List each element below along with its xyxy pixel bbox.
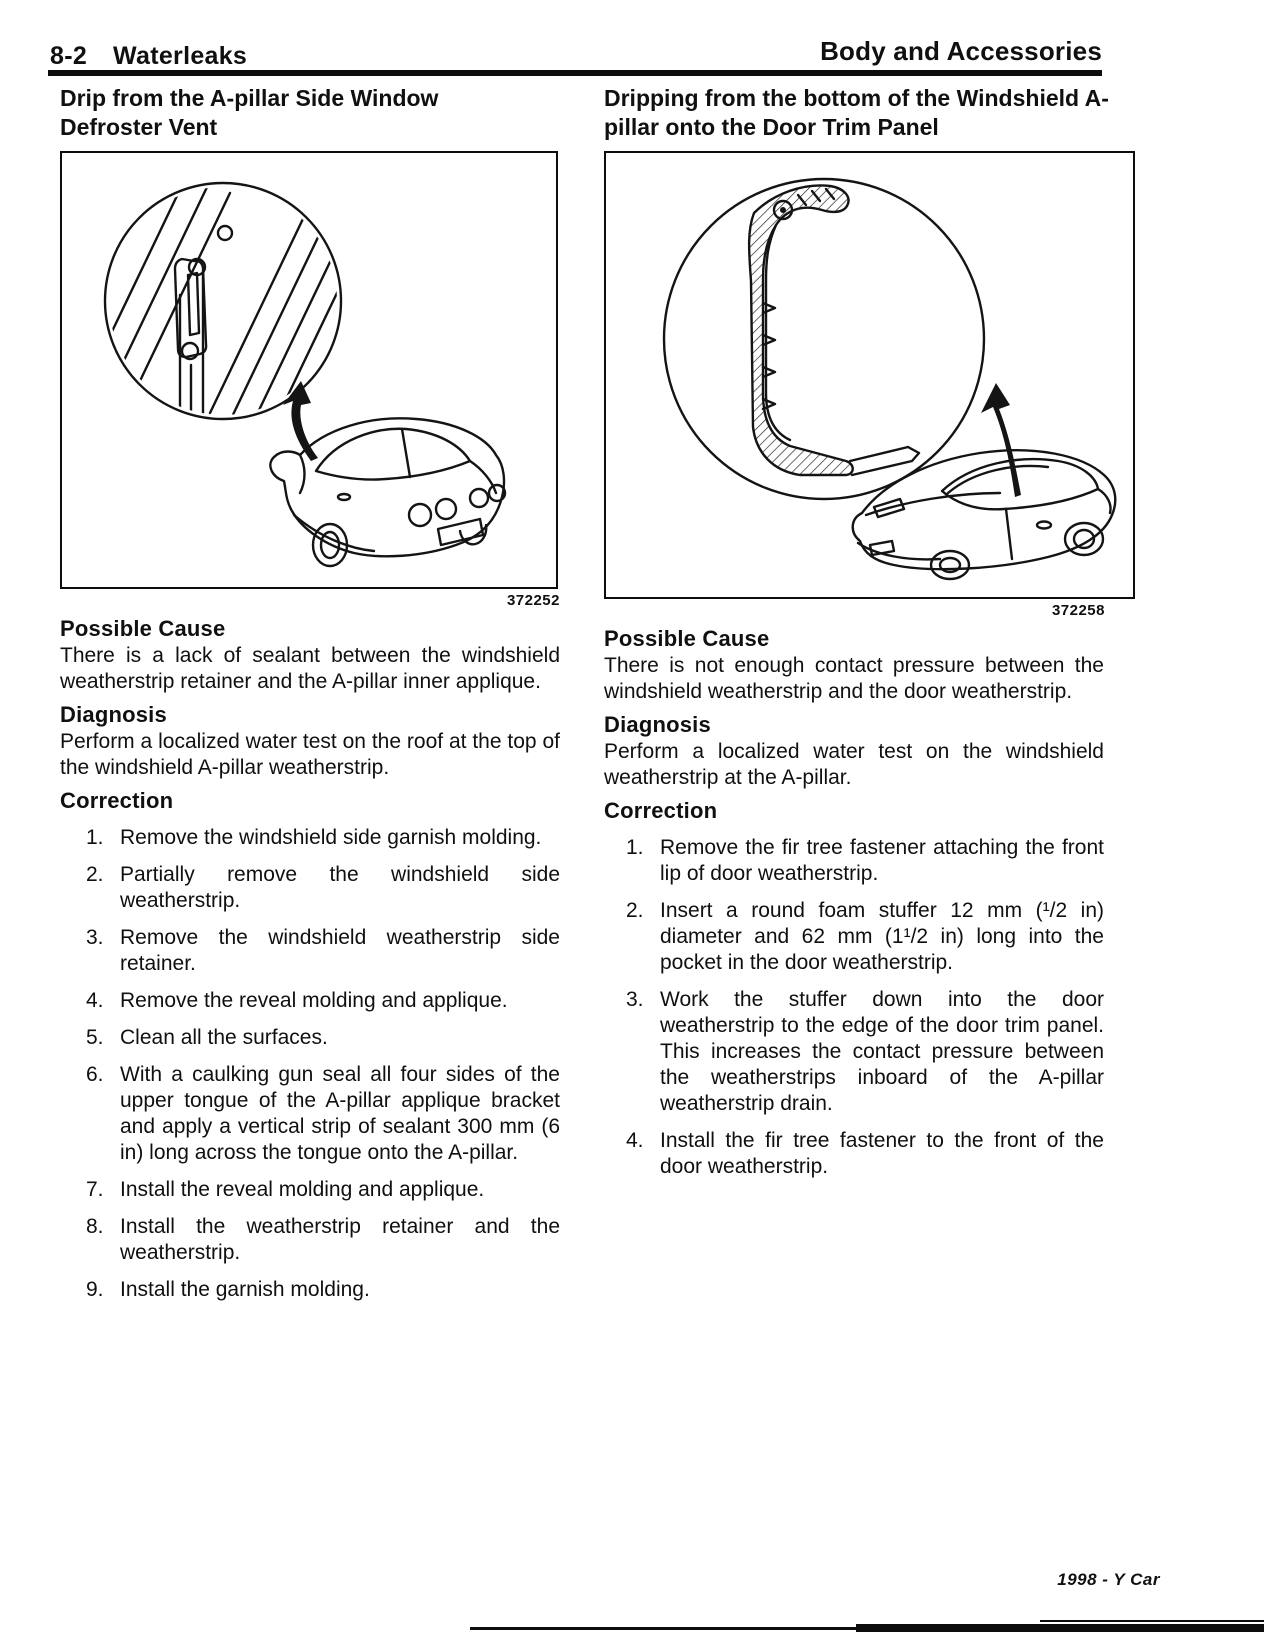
left-correction-heading: Correction [60,788,174,813]
right-textblock [604,625,1104,1180]
step-number: 4. [626,1129,644,1152]
correction-step [60,1062,560,1166]
left-possible-cause-text: There is a lack of sealant between the windshield weatherstrip retainer and the A-pillar inner applique. [60,644,560,693]
step-text: Install the fir tree fastener to the front of the door weatherstrip. [660,1129,1104,1178]
right-diagnosis-text: Perform a localized water test on the windshield weatherstrip at the A-pillar. [604,740,1104,789]
left-figure-box [60,151,558,589]
car-front-three-quarter-drawing [853,450,1116,579]
correction-step [60,925,560,977]
header-rule [48,70,1102,76]
step-number: 1. [626,836,644,859]
left-column [60,84,560,1303]
correction-step [60,1177,560,1203]
left-diagnosis-text: Perform a localized water test on the roof at the top of the windshield A-pillar weatherstrip. [60,730,560,779]
correction-step [60,1214,560,1266]
step-text: Install the weatherstrip retainer and the weatherstrip. [120,1215,560,1264]
chapter-title: Body and Accessories [820,36,1102,66]
step-number: 5. [86,1026,104,1049]
right-figure-number: 372258 [1051,602,1105,619]
step-number: 2. [86,863,104,886]
correction-step [60,825,560,851]
right-column [604,84,1139,1180]
step-number: 2. [626,899,644,922]
right-possible-cause-text: There is not enough contact pressure between the windshield weatherstrip and the door weatherstrip. [604,654,1104,703]
left-figure-illustration [62,153,556,587]
step-number: 6. [86,1063,104,1086]
step-number: 8. [86,1215,104,1238]
step-text: Insert a round foam stuffer 12 mm (¹/2 in) diameter and 62 mm (1¹/2 in) long into the pocket in the door weatherstrip. [660,899,1104,974]
correction-step [60,1277,560,1303]
left-figure-number: 372252 [506,592,560,609]
right-figure-box [604,151,1135,599]
step-number: 1. [86,826,104,849]
bottom-rule-thick [856,1624,1264,1632]
step-text: Work the stuffer down into the door weatherstrip to the edge of the door trim panel. This increases the contact pressure between the weatherstrips inboard of the A-pillar weatherstrip drain. [660,988,1104,1115]
right-figure-illustration [606,153,1133,597]
left-textblock [60,615,560,1303]
left-diagnosis-heading: Diagnosis [60,702,167,727]
correction-step [60,1025,560,1051]
step-text: Remove the reveal molding and applique. [120,989,508,1012]
a-pillar-detail-drawing [72,175,382,437]
step-number: 3. [626,988,644,1011]
correction-step [604,987,1104,1117]
correction-step [60,988,560,1014]
left-possible-cause-heading: Possible Cause [60,616,226,641]
footer-model-year: 1998 - Y Car [1057,1570,1160,1589]
right-diagnosis-heading: Diagnosis [604,712,711,737]
left-topic-title: Drip from the A-pillar Side Window Defroster Vent [60,85,439,140]
step-text: Remove the windshield weatherstrip side retainer. [120,926,560,975]
step-number: 7. [86,1178,104,1201]
step-text: Partially remove the windshield side weatherstrip. [120,863,560,912]
correction-step [604,1128,1104,1180]
step-number: 9. [86,1278,104,1301]
step-text: Clean all the surfaces. [120,1026,328,1049]
step-text: Install the garnish molding. [120,1278,370,1301]
step-text: Remove the windshield side garnish molding. [120,826,542,849]
correction-step [60,862,560,914]
step-number: 3. [86,926,104,949]
step-text: Remove the fir tree fastener attaching the front lip of door weatherstrip. [660,836,1104,885]
step-text: Install the reveal molding and applique. [120,1178,485,1201]
left-correction-steps [60,825,560,1303]
correction-step [604,898,1104,976]
bottom-rule-mid [1040,1620,1264,1622]
callout-arrow-icon [981,383,1021,497]
magnifier-circle-icon [664,179,984,499]
right-correction-steps [604,835,1104,1180]
right-possible-cause-heading: Possible Cause [604,626,770,651]
right-correction-heading: Correction [604,798,718,823]
correction-step [604,835,1104,887]
weatherstrip-cross-section-drawing [749,185,919,475]
page-number: 8-2 [50,42,88,70]
step-number: 4. [86,989,104,1012]
right-topic-title: Dripping from the bottom of the Windshield A-pillar onto the Door Trim Panel [604,85,1109,140]
step-text: With a caulking gun seal all four sides of the upper tongue of the A-pillar applique bracket and apply a vertical strip of sealant 300 mm (6 in) long across the tongue onto the A-pillar. [120,1063,560,1164]
section-title: Waterleaks [113,42,248,70]
